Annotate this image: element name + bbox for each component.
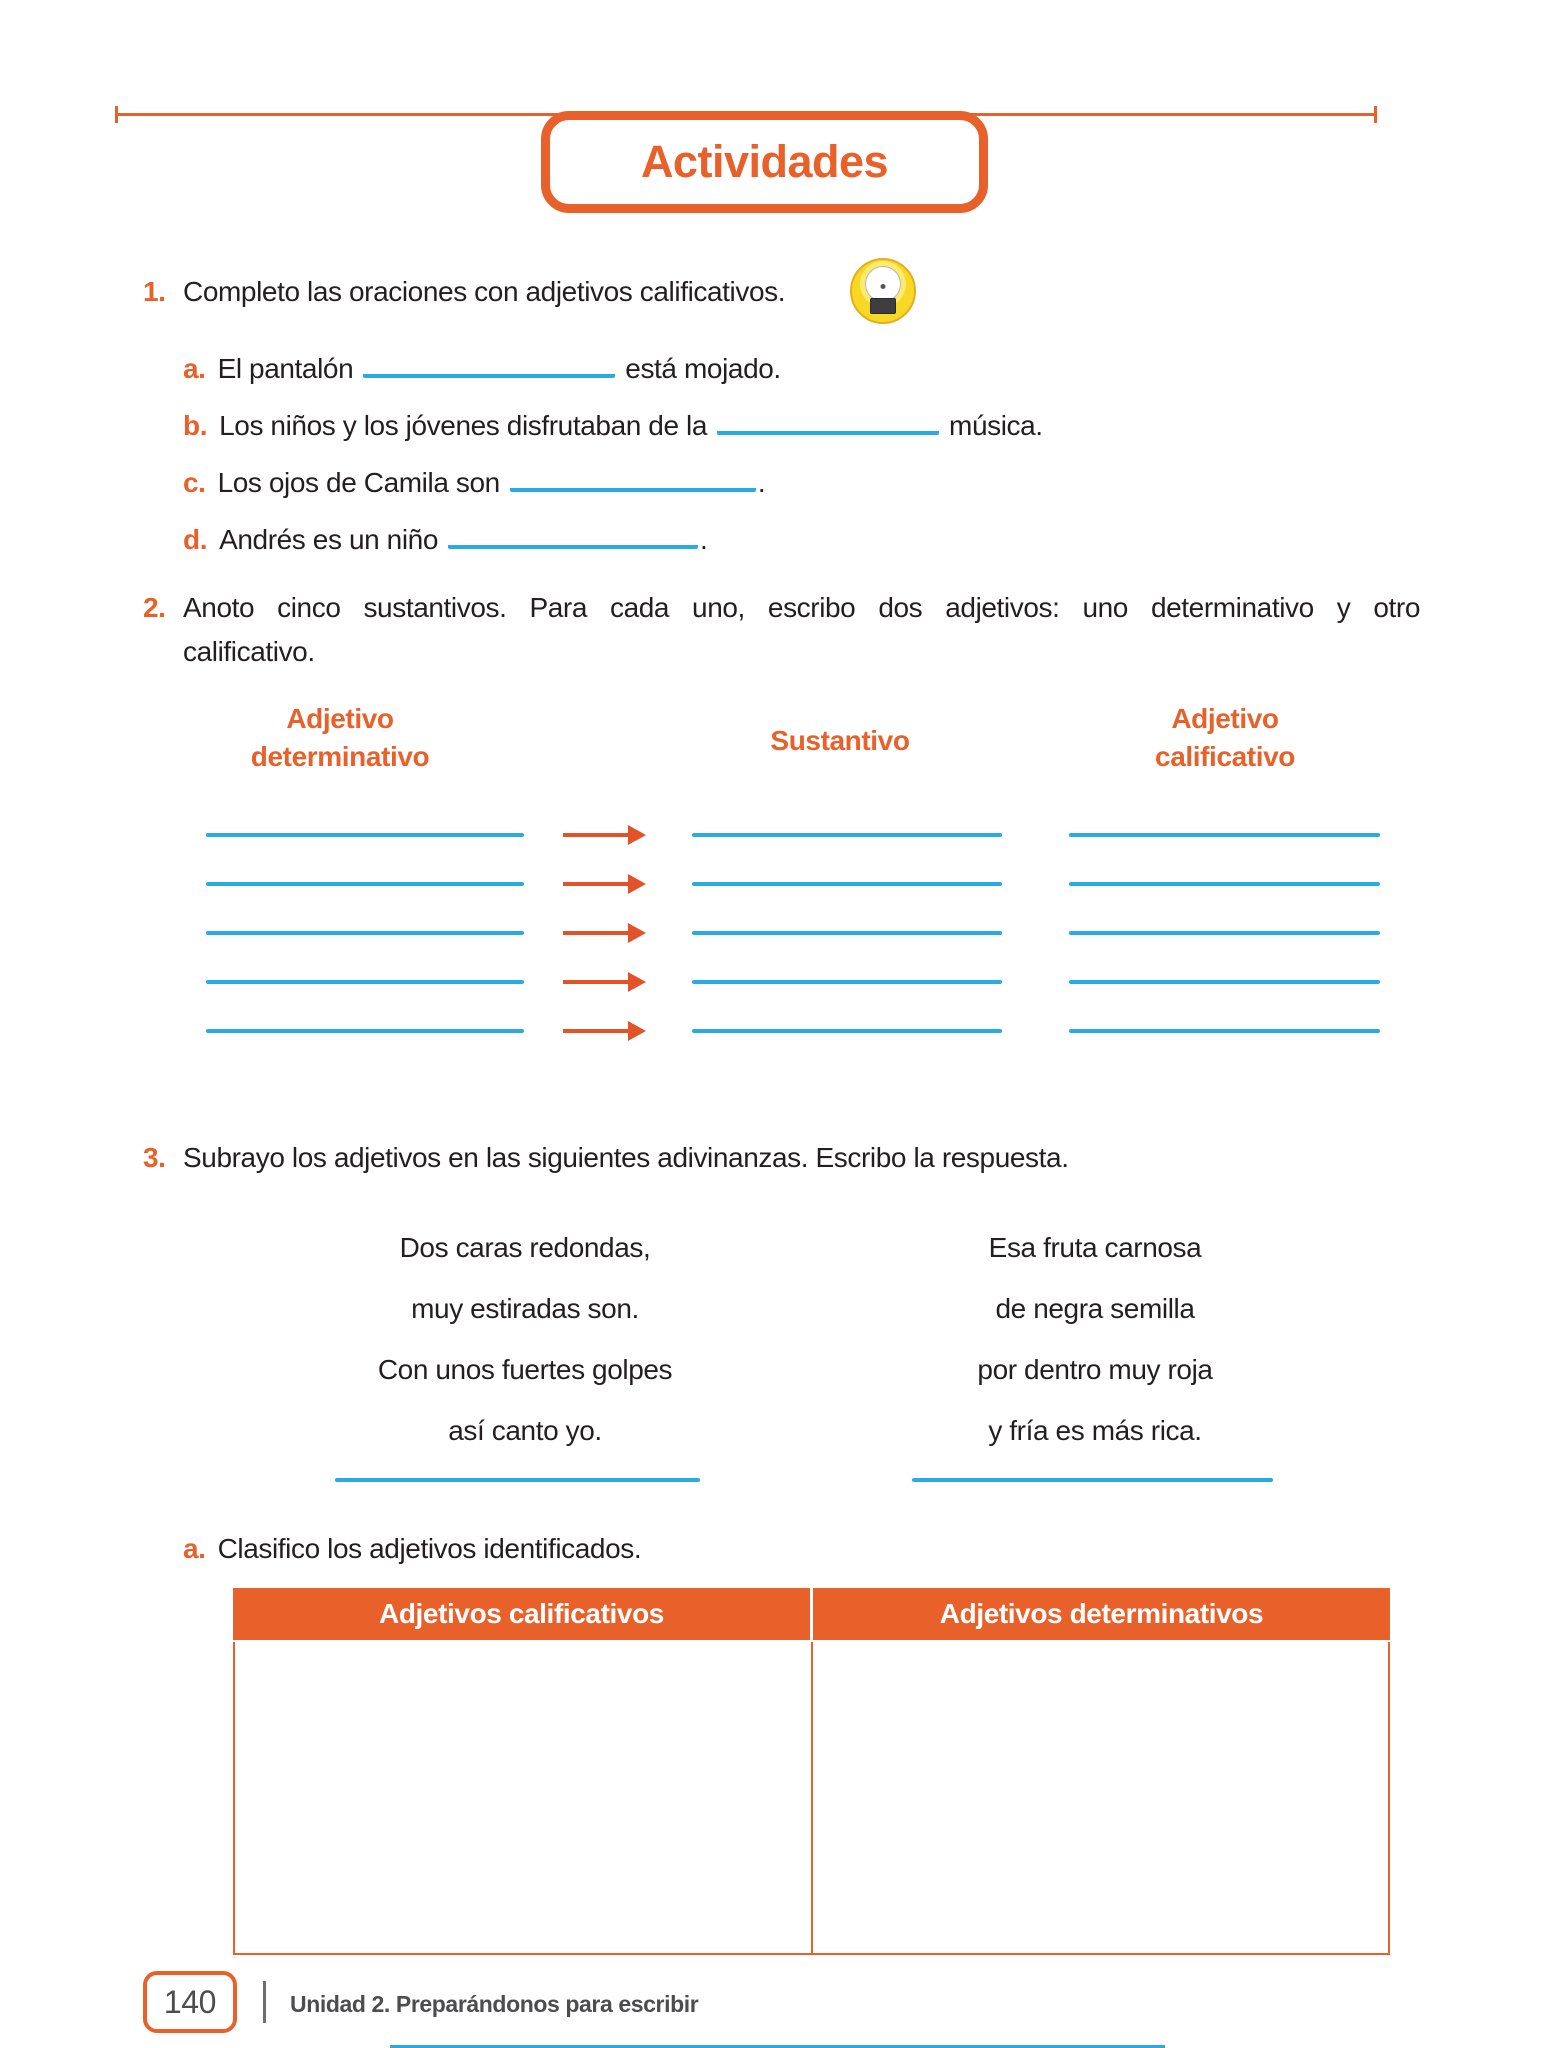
item-text-before: Andrés es un niño (219, 524, 439, 555)
sustantivo-line-3[interactable] (692, 931, 1002, 935)
riddle-answer-line-2[interactable] (912, 1478, 1273, 1482)
arrow-right-icon (563, 980, 629, 984)
classification-table (233, 1588, 1390, 1955)
item-letter: a. (183, 353, 206, 384)
rule-left-tick (115, 106, 118, 123)
fill-in-blank-d[interactable] (448, 519, 698, 549)
activity1-prompt: Completo las oraciones con adjetivos calificativos. (183, 276, 786, 307)
activity1-item-d (183, 519, 707, 561)
table-header-calificativos: Adjetivos calificativos (233, 1588, 813, 1640)
determinativo-line-4[interactable] (206, 980, 524, 984)
page-number-badge (143, 1971, 237, 2033)
item-text-after: . (757, 467, 766, 498)
determinativo-line-3[interactable] (206, 931, 524, 935)
activity2-number: 2. (143, 592, 166, 623)
sustantivo-line-4[interactable] (692, 980, 1002, 984)
item-letter: c. (183, 467, 206, 498)
calificativos-answer-cell[interactable] (235, 1642, 813, 1953)
determinativos-answer-cell[interactable] (813, 1642, 1389, 1953)
activity1-item-a (183, 348, 781, 390)
footer-unit-title: Unidad 2. Preparándonos para escribir (290, 1991, 699, 2017)
page-title: Actividades (640, 136, 889, 187)
item-text-before: Los niños y los jóvenes disfrutaban de la (219, 410, 708, 441)
determinativo-line-2[interactable] (206, 882, 524, 886)
fill-in-blank-b[interactable] (717, 405, 939, 435)
arrow-right-icon (563, 1029, 629, 1033)
item-text-after: está mojado. (625, 353, 781, 384)
calificativo-line-4[interactable] (1069, 980, 1380, 984)
item-text-before: Los ojos de Camila son (217, 467, 500, 498)
actividades-banner (541, 111, 988, 213)
activity1-item-c (183, 462, 765, 504)
determinativo-line-1[interactable] (206, 833, 524, 837)
riddle-drum: Dos caras redondas, muy estiradas son. Con unos fuertes golpes así canto yo. (377, 1232, 673, 1446)
arrow-right-icon (563, 882, 629, 886)
calificativo-line-3[interactable] (1069, 931, 1380, 935)
fill-in-blank-a[interactable] (363, 348, 615, 378)
item-text-before: El pantalón (217, 353, 354, 384)
sustantivo-line-5[interactable] (692, 1029, 1002, 1033)
activity2-prompt-line2: calificativo. (183, 636, 315, 667)
item-text-after: música. (949, 410, 1043, 441)
lightbulb-filament (881, 284, 886, 289)
activity1-item-b (183, 405, 1043, 447)
sustantivo-line-2[interactable] (692, 882, 1002, 886)
item-letter: d. (183, 524, 208, 555)
column-header-adjetivo-calificativo: Adjetivo calificativo (1155, 703, 1295, 772)
arrow-right-icon (563, 931, 629, 935)
riddle-answer-line-1[interactable] (335, 1478, 700, 1482)
sustantivo-line-1[interactable] (692, 833, 1002, 837)
calificativo-line-2[interactable] (1069, 882, 1380, 886)
lightbulb-icon (850, 258, 916, 324)
table-header-row (233, 1588, 1390, 1640)
determinativo-line-5[interactable] (206, 1029, 524, 1033)
column-header-sustantivo: Sustantivo (770, 725, 910, 756)
page-number: 140 (163, 1983, 217, 2020)
activity1-number: 1. (143, 276, 166, 307)
riddle-fruit: Esa fruta carnosa de negra semilla por dentro muy roja y fría es más rica. (977, 1232, 1213, 1446)
table-header-determinativos: Adjetivos determinativos (939, 1598, 1264, 1629)
item-letter: b. (183, 410, 208, 441)
item-text-after: . (700, 524, 708, 555)
footer-divider (263, 1981, 266, 2023)
fill-in-blank-c[interactable] (510, 462, 756, 492)
activity3-prompt: Subrayo los adjetivos en las siguientes adivinanzas. Escribo la respuesta. (183, 1142, 1069, 1173)
activity3-number: 3. (143, 1142, 166, 1173)
arrow-right-icon (563, 833, 629, 837)
calificativo-line-5[interactable] (1069, 1029, 1380, 1033)
column-header-adjetivo-determinativo: Adjetivo determinativo (250, 703, 430, 772)
subitem-prompt: Clasifico los adjetivos identificados. (217, 1533, 642, 1564)
activity2-prompt-line1: Anoto cinco sustantivos. Para cada uno, escribo dos adjetivos: uno determinativo y otro (183, 592, 1420, 623)
rule-right-tick (1374, 106, 1377, 123)
activity3-subitem-a (183, 1533, 641, 1575)
lightbulb-base (870, 298, 896, 314)
table-body-row (233, 1642, 1390, 1955)
item-letter: a. (183, 1533, 206, 1564)
calificativo-line-1[interactable] (1069, 833, 1380, 837)
